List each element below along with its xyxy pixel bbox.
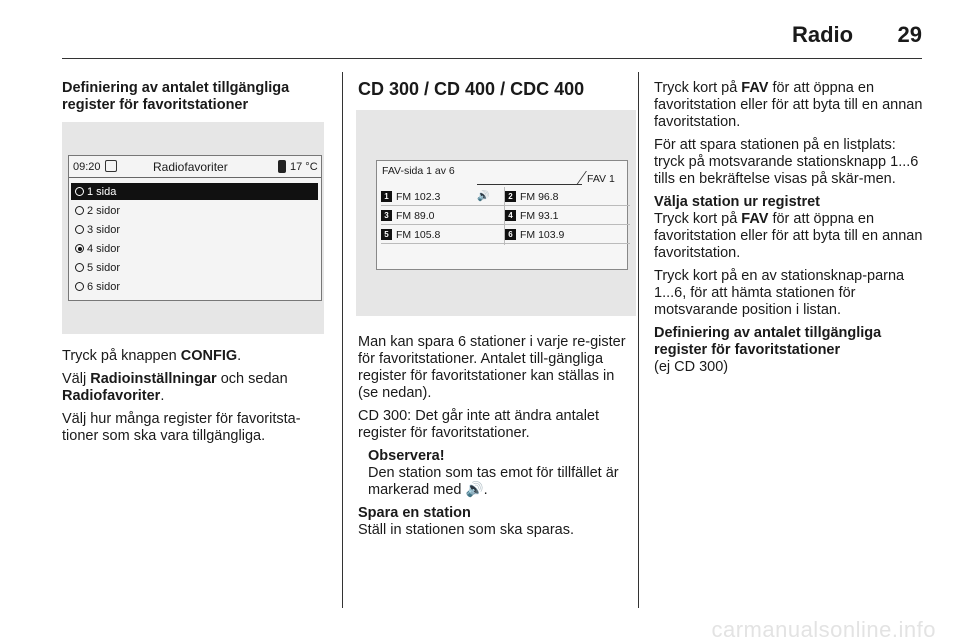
column-divider-1 [342,72,343,608]
option-item: 3 sidor [71,221,318,238]
display-temperature: 17 °C [290,161,318,173]
column-divider-2 [638,72,639,608]
radio-button-icon [75,187,84,196]
fav-screen-figure [356,110,636,316]
column-1-text [62,348,330,451]
paragraph: Tryck kort på en av stationsknap-parna 1...6, för att hämta stationen för motsvarande position i listan. [654,268,905,318]
fav-tab-label: FAV 1 [587,173,615,185]
key-label: CONFIG [180,348,238,364]
option-item: 6 sidor [71,278,318,295]
option-item: 4 sidor [71,240,318,257]
radio-button-icon [75,206,84,215]
paragraph: (ej CD 300) [654,359,729,375]
column-2-text [358,334,630,545]
paragraph: Tryck kort på FAV för att öppna en favoritstation eller för att byta till en annan favoritstation. [654,211,923,261]
header-divider [62,58,922,59]
radio-button-icon [75,263,84,272]
paragraph: Välj hur många register för favoritsta-tioner som ska vara tillgängliga. [62,411,301,444]
speaker-icon: 🔊 [465,482,484,498]
station-slot: 2 FM 96.8 [505,188,630,206]
section-heading-define-registers: Definiering av antalet tillgängliga register för favoritstationer [62,80,290,113]
speaker-icon: 🔊 [477,191,490,202]
paragraph: För att spara stationen på en listplats: tryck på motsvarande stationsknapp 1...6 tills en bekräftelse visas på skär-men. [654,137,919,187]
paragraph: CD 300: Det går inte att ändra antalet register för favoritstationer. [358,408,600,441]
menu-label: Radioinställningar [90,371,217,387]
tab-underline [477,184,582,185]
display-clock: 09:20 [73,161,101,173]
paragraph: Välj Radioinställningar och sedan Radiofavoriter. [62,371,288,404]
section-heading-select-station: Välja station ur registret [654,194,820,210]
page-section-title: Radio [792,22,854,47]
note-box [358,448,630,499]
key-label: FAV [741,80,769,96]
station-slot: 1 FM 102.3 🔊 [381,188,506,206]
thermometer-icon [278,160,286,173]
section-heading-save-station: Spara en station [358,505,471,521]
display-status-bar [69,156,321,178]
section-heading-cd-models: CD 300 / CD 400 / CDC 400 [358,79,585,99]
column-3 [654,80,926,382]
display-title: Radiofavoriter [153,160,228,174]
radiofavoriter-screen-figure [62,122,324,334]
section-heading-define-registers-2: Definiering av antalet tillgängliga register för favoritstationer [654,325,882,358]
column-1 [62,80,327,114]
column-2 [358,78,628,100]
note-heading: Observera! [368,448,445,464]
paragraph: Tryck på knappen CONFIG. [62,348,242,364]
key-label: FAV [741,211,769,227]
radio-button-icon [75,225,84,234]
fav-display-title: FAV-sida 1 av 6 [382,165,455,177]
watermark: carmanualsonline.info [711,617,936,642]
station-slot: 5 FM 105.8 [381,226,506,244]
station-slot: 4 FM 93.1 [505,207,630,225]
radio-button-selected-icon [75,244,84,253]
menu-label: Radiofavoriter [62,388,161,404]
radio-button-icon [75,282,84,291]
option-item: 5 sidor [71,259,318,276]
option-item: 1 sida [71,183,318,200]
station-slot: 3 FM 89.0 [381,207,506,225]
check-icon [105,160,117,172]
paragraph: Man kan spara 6 stationer i varje re-gister för favoritstationer. Antalet till-gängliga register för favoritstationer kan ställas in (se nedan). [358,334,626,401]
paragraph: Ställ in stationen som ska sparas. [358,522,574,538]
radiofavoriter-display [68,155,322,301]
page-number: 29 [897,22,922,47]
fav-display [376,160,628,270]
station-slot: 6 FM 103.9 [505,226,630,244]
tab-edge [576,171,587,185]
option-item: 2 sidor [71,202,318,219]
note-text: Den station som tas emot för tillfället är markerad med 🔊. [368,465,619,498]
paragraph: Tryck kort på FAV för att öppna en favoritstation eller för att byta till en annan favoritstation. [654,80,923,130]
